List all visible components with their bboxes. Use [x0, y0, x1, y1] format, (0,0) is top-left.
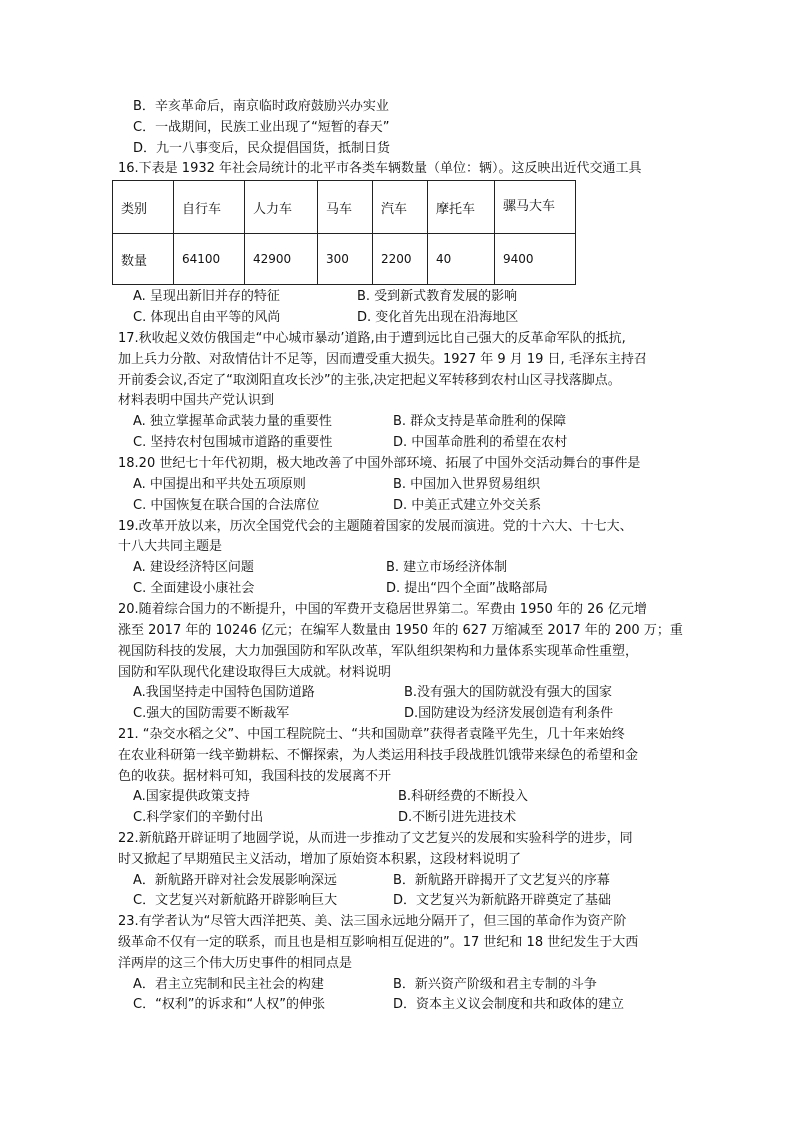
q17-stem-line: 开前委会议,否定了“取浏阳直攻长沙”的主张,决定把起义军转移到农村山区寻找落脚点。 [118, 373, 621, 388]
q21-option-b: B.科研经费的不断投入 [398, 789, 529, 804]
q17-option-b: B. 群众支持是革命胜利的保障 [393, 414, 567, 429]
q22-option-d: D．文艺复兴为新航路开辟奠定了基础 [393, 893, 612, 908]
table-cell: 300 [318, 234, 373, 285]
q23-option-a: A．君主立宪制和民主社会的构建 [133, 977, 324, 992]
q17-stem-line: 材料表明中国共产党认识到 [118, 393, 275, 408]
table-cell: 40 [428, 234, 495, 285]
table-cell: 9400 [495, 234, 576, 285]
q19-option-b: B. 建立市场经济体制 [386, 560, 508, 575]
table-cell: 64100 [174, 234, 245, 285]
q22-option-c: C．文艺复兴对新航路开辟影响巨大 [133, 893, 338, 908]
q21-stem-line: 在农业科研第一线辛勤耕耘、不懈探索，为人类运用科技手段战胜饥饿带来绿色的希望和金 [118, 748, 639, 763]
q17-stem-line: 17.秋收起义效仿俄国走“中心城市暴动’道路,由于遭到远比自己强大的反革命军队的抵抗, [118, 331, 626, 346]
table-cell: 2200 [373, 234, 428, 285]
q22-option-b: B．新航路开辟揭开了文艺复兴的序幕 [393, 873, 610, 888]
q17-option-c: C. 坚持农村包围城市道路的重要性 [133, 435, 333, 450]
q21-option-a: A.国家提供政策支持 [133, 789, 250, 804]
q23-stem-line: 23.有学者认为“尽管大西洋把英、美、法三国永远地分隔开了，但三国的革命作为资产阶 [118, 914, 627, 929]
q23-stem-line: 洋两岸的这三个伟大历史事件的相同点是 [118, 956, 353, 971]
q16-stem: 16.下表是 1932 年社会局统计的北平市各类车辆数量（单位：辆）。这反映出近代交通工具 [118, 161, 642, 176]
q19-option-a: A. 建设经济特区问题 [133, 560, 254, 575]
q16-option-c: C. 体现出自由平等的风尚 [133, 310, 281, 325]
q23-option-d: D．资本主义议会制度和共和政体的建立 [393, 997, 625, 1012]
table-header-row [113, 181, 576, 234]
q20-stem-line: 国防和军队现代化建设取得巨大成就。材料说明 [118, 665, 392, 680]
q20-option-b: B.没有强大的国防就没有强大的国家 [404, 685, 613, 700]
q17-stem-line: 加上兵力分散、对敌情估计不足等，因而遭受重大损失。1927 年 9 月 19 日, 毛泽东主持召 [118, 352, 647, 367]
q18-option-d: D. 中美正式建立外交关系 [393, 498, 542, 513]
q18-option-c: C. 中国恢复在联合国的合法席位 [133, 498, 320, 513]
q22-stem-line: 22.新航路开辟证明了地圆学说，从而进一步推动了文艺复兴的发展和实验科学的进步，同 [118, 831, 633, 846]
q16-option-b: B. 受到新式教育发展的影响 [357, 289, 518, 304]
q20-stem-line: 涨至 2017 年的 10246 亿元；在编军人数量由 1950 年的 627 万缩减至 2017 年的 200 万；重 [118, 623, 683, 638]
table-header-cell: 人力车 [245, 181, 318, 234]
q18-option-a: A. 中国提出和平共处五项原则 [133, 477, 306, 492]
q15-option-b: B．辛亥革命后，南京临时政府鼓励兴办实业 [133, 99, 389, 114]
q15-option-c: C．一战期间，民族工业出现了“短暂的春天” [133, 120, 390, 135]
q16-option-a: A. 呈现出新旧并存的特征 [133, 289, 280, 304]
q15-option-d: D．九一八事变后，民众提倡国货，抵制日货 [133, 141, 391, 156]
q20-option-c: C.强大的国防需要不断裁军 [133, 706, 290, 721]
q23-option-b: B．新兴资产阶级和君主专制的斗争 [393, 977, 597, 992]
q20-option-a: A.我国坚持走中国特色国防道路 [133, 685, 315, 700]
table-header-cell: 骡马大车 [495, 181, 576, 234]
q17-option-d: D. 中国革命胜利的希望在农村 [393, 435, 568, 450]
table-header-cell: 汽车 [373, 181, 428, 234]
q19-option-d: D. 提出“四个全面”战略部局 [386, 581, 548, 596]
table-header-cell: 摩托车 [428, 181, 495, 234]
q16-option-d: D. 变化首先出现在沿海地区 [357, 310, 519, 325]
table-row [113, 234, 576, 285]
q21-option-d: D.不断引进先进技术 [398, 810, 517, 825]
q20-option-d: D.国防建设为经济发展创造有利条件 [404, 706, 614, 721]
table-row-label: 数量 [113, 234, 174, 285]
table-cell: 42900 [245, 234, 318, 285]
q22-stem-line: 时又掀起了早期殖民主义活动，增加了原始资本积累，这段材料说明了 [118, 852, 522, 867]
q21-stem-line: 21. “杂交水稻之父”、中国工程院院士、“共和国勋章”获得者袁隆平先生，几十年来始终 [118, 727, 625, 742]
q20-stem-line: 20.随着综合国力的不断提升，中国的军费开支稳居世界第二。军费由 1950 年的 26 亿元增 [118, 602, 647, 617]
q18-option-b: B. 中国加入世界贸易组织 [393, 477, 541, 492]
q19-stem-line: 十八大共同主题是 [118, 539, 223, 554]
q21-stem-line: 色的收获。据材料可知，我国科技的发展离不开 [118, 769, 392, 784]
q19-option-c: C. 全面建设小康社会 [133, 581, 255, 596]
table-header-cell: 类别 [113, 181, 174, 234]
q22-option-a: A．新航路开辟对社会发展影响深远 [133, 873, 337, 888]
q21-option-c: C.科学家们的辛勤付出 [133, 810, 264, 825]
q20-stem-line: 视国防科技的发展，大力加强国防和军队改革，军队组织架构和力量体系实现革命性重塑， [118, 644, 639, 659]
q23-stem-line: 级革命不仅有一定的联系，而且也是相互影响相互促进的”。17 世纪和 18 世纪发生于大西 [118, 935, 639, 950]
q17-option-a: A. 独立掌握革命武装力量的重要性 [133, 414, 332, 429]
q23-option-c: C．“权利”的诉求和“人权”的伸张 [133, 997, 326, 1012]
q19-stem-line: 19.改革开放以来，历次全国党代会的主题随着国家的发展而演进。党的十六大、十七大、 [118, 519, 633, 534]
q18-stem: 18.20 世纪七十年代初期，极大地改善了中国外部环境、拓展了中国外交活动舞台的事件是 [118, 456, 641, 471]
table-header-cell: 马车 [318, 181, 373, 234]
vehicle-table [112, 180, 576, 285]
table-header-cell: 自行车 [174, 181, 245, 234]
